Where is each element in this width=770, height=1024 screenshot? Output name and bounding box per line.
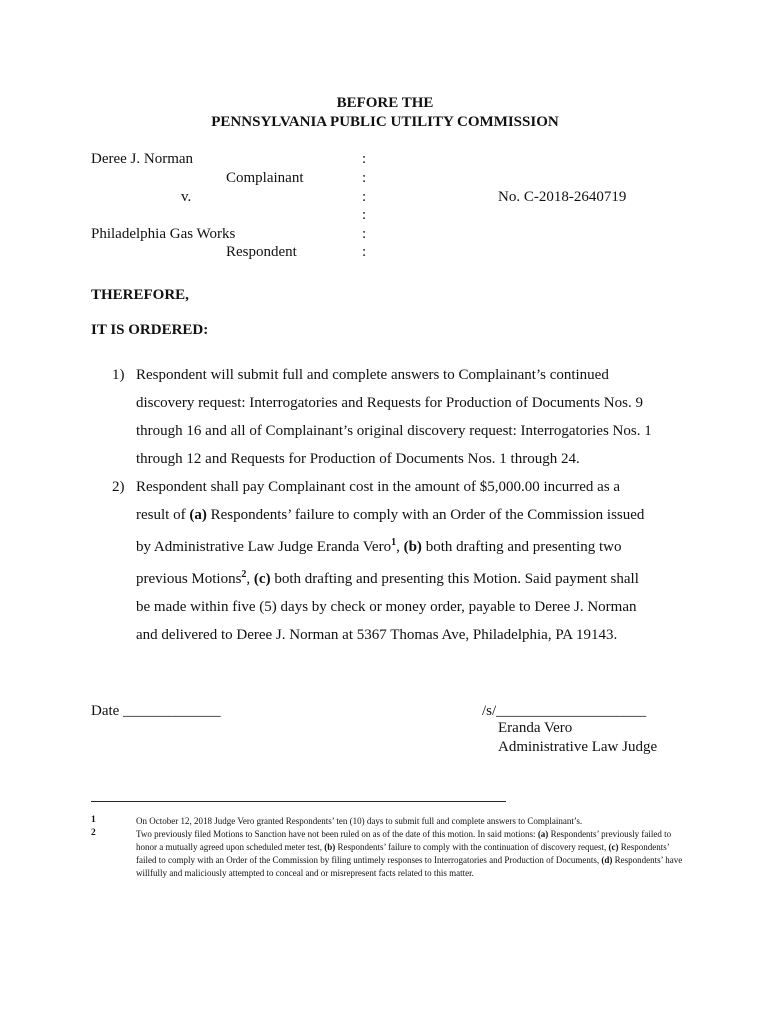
footnote-2-text [136, 828, 684, 880]
signature-line: /s/____________________ [482, 703, 647, 719]
date-line: Date _____________ [91, 703, 221, 719]
item-number: 2) [112, 479, 125, 495]
item-2-line: be made within five (5) days by check or money order, payable to Deree J. Norman [136, 599, 637, 615]
caption-colon: : [362, 189, 367, 205]
clause-label: (c) [608, 842, 619, 852]
item-2-line [136, 529, 676, 561]
clause-label: (d) [601, 855, 613, 865]
item-2-line [136, 561, 676, 593]
item-number: 1) [112, 367, 125, 383]
footnote-ref-2: 2 [241, 569, 247, 580]
caption-colon: : [362, 151, 367, 167]
text-run: both drafting and presenting this Motion. Said payment shall [270, 571, 639, 587]
heading-line-2: PENNSYLVANIA PUBLIC UTILITY COMMISSION [211, 114, 559, 130]
clause-c-label: (c) [253, 571, 271, 587]
item-1-line: discovery request: Interrogatories and Requests for Production of Documents Nos. 9 [136, 395, 643, 411]
item-2-line: Respondent shall pay Complainant cost in the amount of $5,000.00 incurred as a [136, 479, 621, 495]
footnote-number-1: 1 [91, 815, 96, 825]
docket-number: No. C-2018-2640719 [498, 189, 627, 205]
clause-label: (b) [324, 842, 336, 852]
caption-colon: : [362, 207, 367, 223]
caption-colon: : [362, 244, 367, 260]
clause-label: (a) [537, 829, 549, 839]
text-run: Respondents’ have willfully and maliciously attempted to conceal and or misrepresent facts related to this matter. [136, 855, 683, 878]
footnote-1-text: On October 12, 2018 Judge Vero granted Respondents’ ten (10) days to submit full and complete answers to Complainant’s. [136, 816, 583, 826]
item-2-line [136, 501, 676, 529]
text-run: previous Motions [136, 571, 242, 587]
caption-colon: : [362, 226, 367, 242]
text-run: Respondents’ previously failed to honor a mutually agreed upon scheduled meter test, [136, 829, 672, 852]
respondent-label: Respondent [226, 244, 297, 260]
caption-colon: : [362, 170, 367, 186]
judge-title: Administrative Law Judge [498, 739, 658, 755]
footnote-ref-1: 1 [391, 537, 397, 548]
versus-label: v. [181, 189, 192, 205]
text-run: result of [136, 507, 190, 523]
clause-a-label: (a) [189, 507, 207, 523]
footnote-divider [91, 801, 506, 802]
judge-name: Eranda Vero [498, 720, 573, 736]
text-run: , [396, 539, 404, 555]
text-run: , [246, 571, 254, 587]
heading-line-1: BEFORE THE [336, 95, 434, 111]
order-item-2 [136, 473, 676, 649]
text-run: Two previously filed Motions to Sanction have not been ruled on as of the date of this motion. In said motions: [136, 829, 538, 839]
item-1-line: through 16 and all of Complainant’s original discovery request: Interrogatories Nos. 1 [136, 423, 652, 439]
text-run: both drafting and presenting two [421, 539, 622, 555]
text-run: by Administrative Law Judge Eranda Vero [136, 539, 392, 555]
text-run: Respondents’ failed to comply with an Order of the Commission by filing untimely responses to Interrogatories and Production of Documents, [136, 842, 670, 865]
text-run: Respondents’ failure to comply with an Order of the Commission issued [206, 507, 645, 523]
item-1-line: Respondent will submit full and complete answers to Complainant’s continued [136, 367, 609, 383]
complainant-name: Deree J. Norman [91, 151, 194, 167]
ordered-heading: IT IS ORDERED: [91, 322, 209, 338]
text-run: Respondents’ failure to comply with the continuation of discovery request, [335, 842, 609, 852]
order-item-1 [136, 361, 676, 473]
complainant-label: Complainant [226, 170, 304, 186]
item-1-line: through 12 and Requests for Production of Documents Nos. 1 through 24. [136, 451, 580, 467]
footnote-number-2: 2 [91, 828, 96, 838]
respondent-name: Philadelphia Gas Works [91, 226, 236, 242]
item-2-line: and delivered to Deree J. Norman at 5367 Thomas Ave, Philadelphia, PA 19143. [136, 627, 618, 643]
clause-b-label: (b) [403, 539, 422, 555]
therefore-heading: THEREFORE, [91, 287, 189, 303]
